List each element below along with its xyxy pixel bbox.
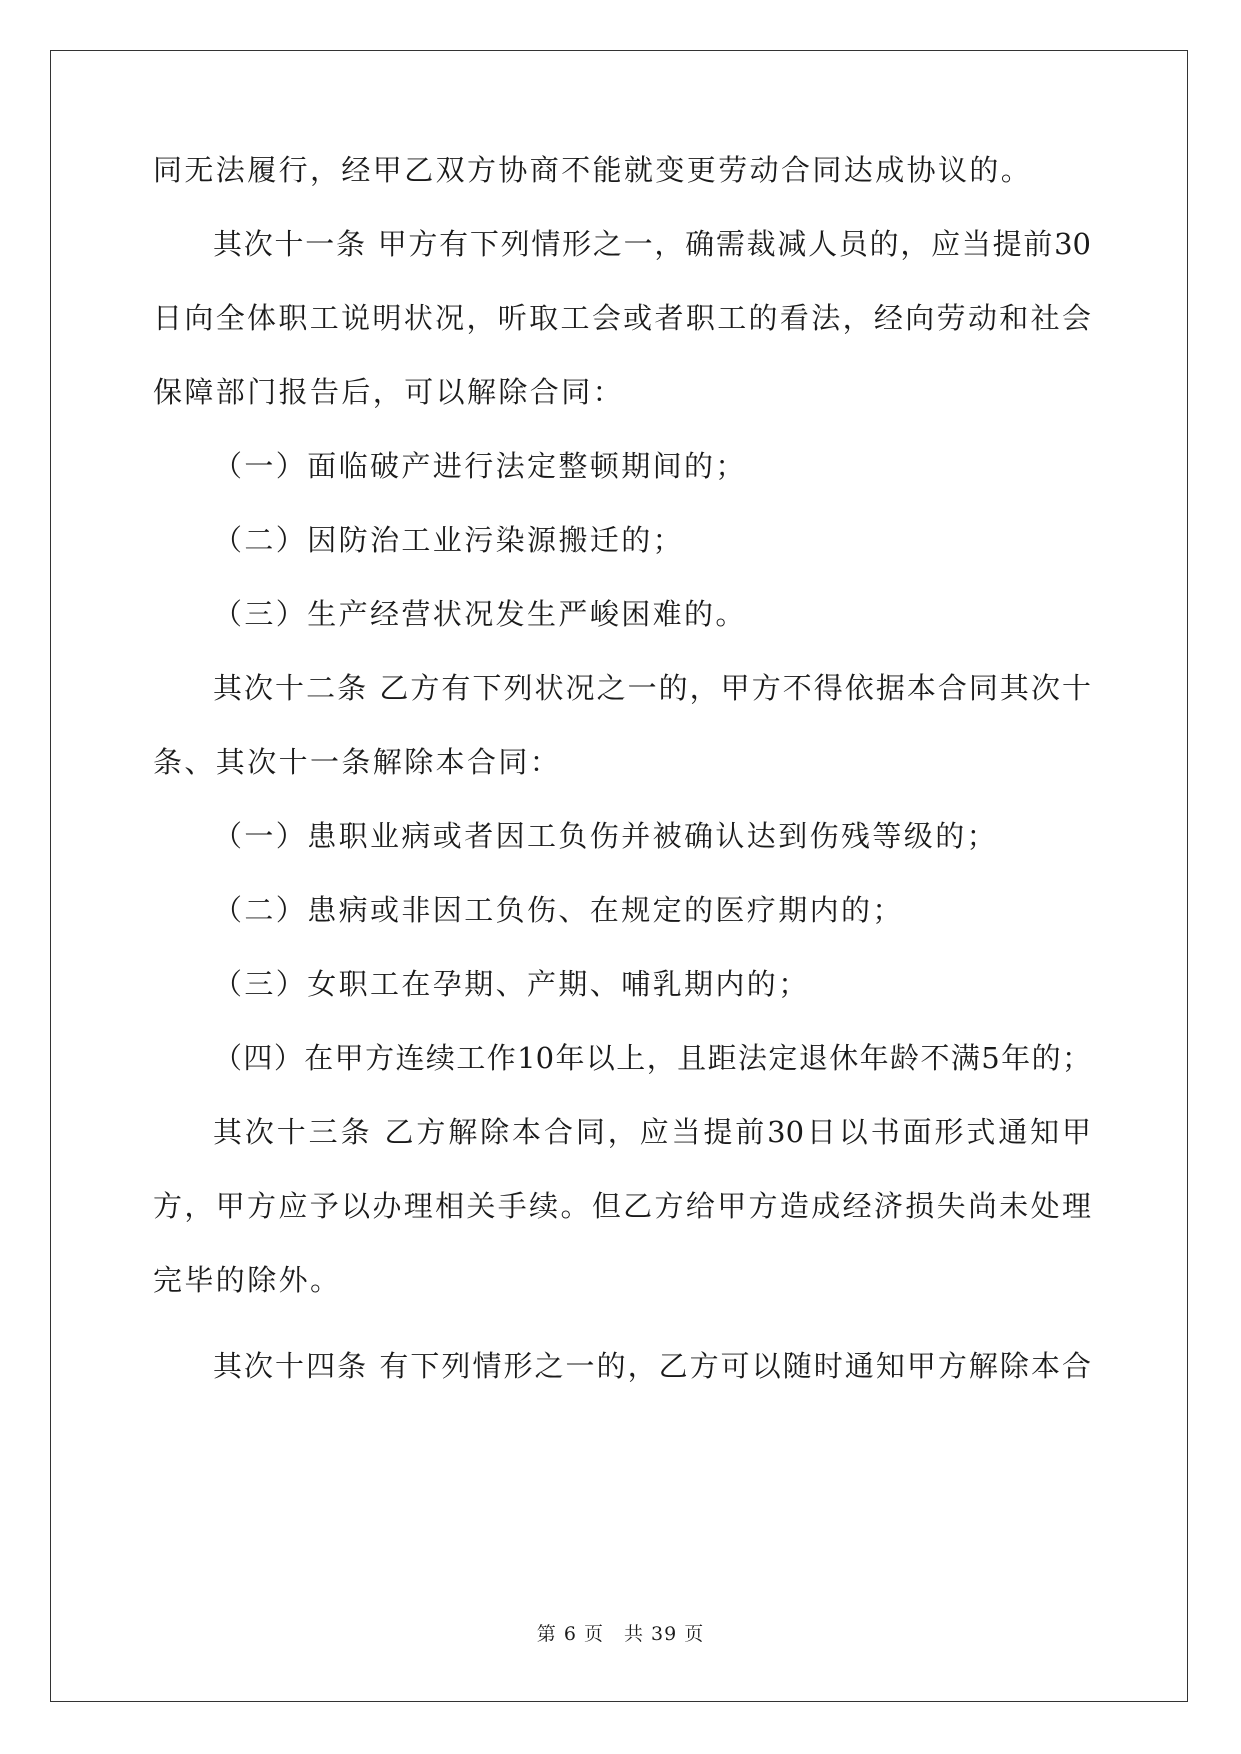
text-line-13: （四）在甲方连续工作10年以上，且距法定退休年龄不满5年的； — [213, 1041, 1091, 1075]
text-line-17: 其次十四条 有下列情形之一的，乙方可以随时通知甲方解除本合 — [213, 1349, 1091, 1383]
text-line-16: 完毕的除外。 — [153, 1263, 342, 1297]
text-line-12: （三）女职工在孕期、产期、哺乳期内的； — [213, 967, 810, 1001]
text-line-5: （一）面临破产进行法定整顿期间的； — [213, 449, 747, 483]
text-line-10: （一）患职业病或者因工负伤并被确认达到伤残等级的； — [213, 819, 999, 853]
text-line-7: （三）生产经营状况发生严峻困难的。 — [213, 597, 747, 631]
text-line-2: 其次十一条 甲方有下列情形之一，确需裁减人员的，应当提前30 — [213, 227, 1091, 261]
text-line-9: 条、其次十一条解除本合同： — [153, 745, 562, 779]
text-line-11: （二）患病或非因工负伤、在规定的医疗期内的； — [213, 893, 904, 927]
text-line-8: 其次十二条 乙方有下列状况之一的，甲方不得依据本合同其次十 — [213, 671, 1091, 705]
text-line-1: 同无法履行，经甲乙双方协商不能就变更劳动合同达成协议的。 — [153, 153, 1033, 187]
page-number-footer: 第 6 页 共 39 页 — [536, 1623, 705, 1645]
text-line-4: 保障部门报告后，可以解除合同： — [153, 375, 625, 409]
text-line-3: 日向全体职工说明状况，听取工会或者职工的看法，经向劳动和社会 — [153, 301, 1091, 335]
text-line-14: 其次十三条 乙方解除本合同，应当提前30日以书面形式通知甲 — [213, 1115, 1091, 1149]
text-line-15: 方，甲方应予以办理相关手续。但乙方给甲方造成经济损失尚未处理 — [153, 1189, 1091, 1223]
text-line-6: （二）因防治工业污染源搬迁的； — [213, 523, 685, 557]
